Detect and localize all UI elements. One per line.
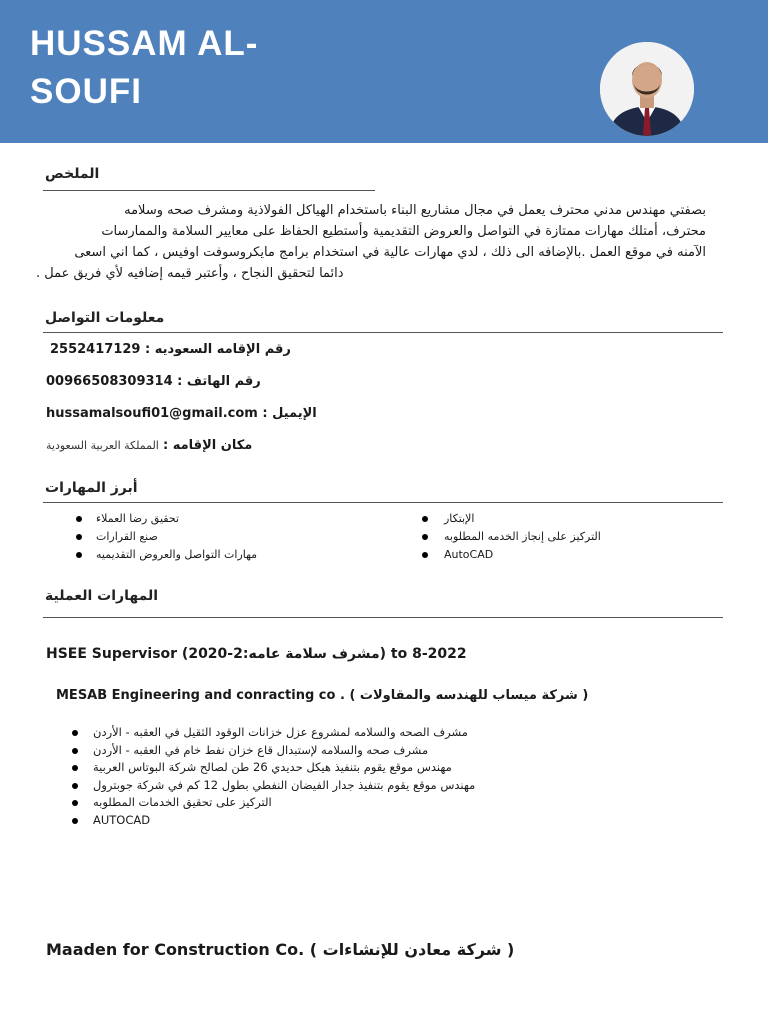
duty-item: AUTOCAD xyxy=(70,812,570,830)
summary-line: الآمنه في موقع العمل .بالإضافه الى ذلك ، لدي مهارات عالية في استخدام برامج مايكروسوفت اوفيس ، كما اني اسعى xyxy=(74,245,706,260)
bullet-icon xyxy=(72,748,78,754)
skill-item: التركيز على إنجاز الخدمه المطلوبه xyxy=(416,528,646,546)
experience-heading: المهارات العملية xyxy=(45,588,159,604)
bullet-icon xyxy=(72,730,78,736)
skills-right-column xyxy=(416,510,646,564)
email-address: الإيميل : hussamalsoufi01@gmail.com xyxy=(46,406,317,421)
duty-item: مشرف الصحه والسلامه لمشروع عزل خزانات الوقود الثقيل في العقبه - الأردن xyxy=(70,724,570,742)
company-name: MESAB Engineering and conracting co . ( شركة ميساب للهندسه والمقاولات ) xyxy=(56,688,589,703)
job-title: HSEE Supervisor (2020-2:مشرف سلامة عامه) to 8-2022 xyxy=(46,646,467,662)
name-line-2: SOUFI xyxy=(30,72,142,111)
bullet-icon xyxy=(76,516,82,522)
contact-heading: معلومات التواصل xyxy=(45,310,165,326)
name-line-1: HUSSAM AL- xyxy=(30,24,259,63)
skill-item: تحقيق رضا العملاء xyxy=(70,510,300,528)
candidate-name xyxy=(30,20,258,116)
skills-divider xyxy=(43,502,723,503)
summary-line: محترف، أمتلك مهارات ممتازة في التواصل والعروض التقديمية وأستطيع الحفاظ على معايير السلامة والممارسات xyxy=(101,224,706,239)
header-banner xyxy=(0,0,768,143)
skill-item: مهارات التواصل والعروض التقديميه xyxy=(70,546,300,564)
duty-item: مهندس موقع يقوم بتنفيذ جدار الفيضان النفطي بطول 12 كم في شركة جوبترول xyxy=(70,777,570,795)
bullet-icon xyxy=(72,818,78,824)
duty-item: مهندس موقع يقوم بتنفيذ هيكل حديدي 26 طن لصالح شركة البوتاس العربية xyxy=(70,759,570,777)
summary-line: بصفتي مهندس مدني محترف يعمل في مجال مشاريع البناء باستخدام الهياكل الفولاذية ومشرف صحه وسلامه xyxy=(124,203,706,218)
profile-photo xyxy=(600,42,694,136)
bullet-icon xyxy=(422,516,428,522)
profile-photo-image xyxy=(600,42,694,136)
skill-item: AutoCAD xyxy=(416,546,646,564)
residence-id: رقم الإقامه السعوديه : 2552417129 xyxy=(50,342,291,357)
duty-item: التركيز على تحقيق الخدمات المطلوبه xyxy=(70,794,570,812)
skills-heading: أبرز المهارات xyxy=(45,480,138,496)
summary-divider xyxy=(43,190,375,191)
summary-paragraph xyxy=(36,200,706,284)
skills-left-column xyxy=(70,510,300,564)
bullet-icon xyxy=(72,800,78,806)
duties-list xyxy=(70,724,570,829)
next-company-name: Maaden for Construction Co. ( شركة معادن للإنشاءات ) xyxy=(46,940,515,959)
duty-item: مشرف صحه والسلامه لإستبدال قاع خزان نفط خام في العقبه - الأردن xyxy=(70,742,570,760)
summary-heading: الملخص xyxy=(45,166,100,182)
bullet-icon xyxy=(422,552,428,558)
bullet-icon xyxy=(72,783,78,789)
skill-item: صنع القرارات xyxy=(70,528,300,546)
bullet-icon xyxy=(76,534,82,540)
location-value: المملكة العربية السعودية xyxy=(46,439,159,452)
residence-location xyxy=(46,438,252,453)
summary-line: دائما لتحقيق النجاح ، وأعتبر قيمه إضافيه لأي فريق عمل . xyxy=(36,266,344,281)
bullet-icon xyxy=(76,552,82,558)
bullet-icon xyxy=(422,534,428,540)
skill-item: الإبتكار xyxy=(416,510,646,528)
experience-divider xyxy=(43,617,723,618)
bullet-icon xyxy=(72,765,78,771)
location-label: مكان الإقامه : xyxy=(163,438,253,453)
contact-divider xyxy=(43,332,723,333)
phone-number: رقم الهاتف : 00966508309314 xyxy=(46,374,261,389)
